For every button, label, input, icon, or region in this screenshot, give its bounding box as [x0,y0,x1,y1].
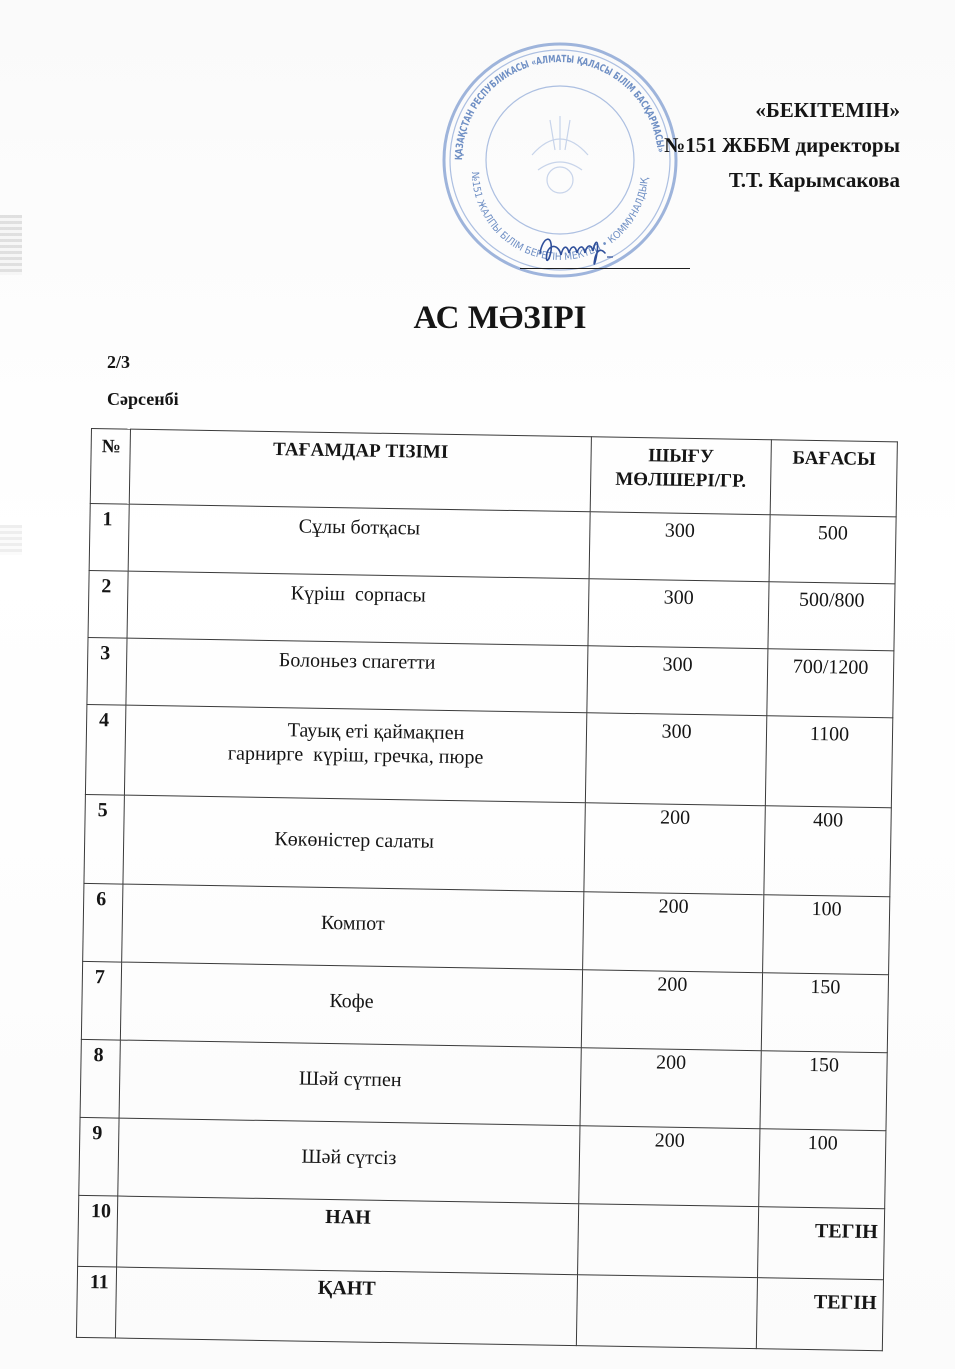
table-row [81,961,888,1052]
dish-price: 400 [764,806,891,897]
approval-name: Т.Т. Карымсакова [728,168,900,192]
dish-price: ТЕГІН [758,1207,885,1280]
table-row [84,794,891,896]
header-number: № [90,429,130,505]
dish-price: 700/1200 [767,649,894,718]
dish-price: 150 [760,1051,887,1131]
dish-name: Көкөністер салаты [123,795,585,892]
table-row [76,1266,883,1350]
row-number: 10 [78,1195,118,1267]
menu-weekday: Сәрсенбі [107,389,179,409]
table-row [83,883,890,974]
row-number: 2 [88,570,128,638]
stamp-ring-text: ҚАЗАҚСТАН РЕСПУБЛИКАСЫ «АЛМАТЫ ҚАЛАСЫ БІЛІМ БАСҚАРМАСЫ» [453,53,666,161]
approval-block [664,93,900,198]
dish-name: ҚАНТ [115,1267,577,1346]
header-price: БАҒАСЫ [770,440,897,517]
signature-line [520,268,690,269]
dish-name: Шәй сүтсіз [118,1118,580,1204]
menu-table [76,428,898,1351]
dish-name: Кофе [120,962,582,1048]
portion-weight: 200 [583,892,764,973]
menu-date: 2/3 [107,352,131,372]
menu-table-wrapper [76,428,898,1351]
portion-weight: 300 [585,713,766,806]
row-number: 7 [81,961,121,1040]
director-signature [535,228,625,268]
row-number: 3 [87,637,127,705]
header-portion-weight [590,437,771,515]
portion-weight [578,1204,759,1278]
dish-price: 500/800 [768,582,895,651]
table-header-row [90,429,897,517]
dish-name: Шәй сүтпен [119,1040,581,1126]
dish-price: ТЕГІН [756,1278,883,1351]
table-row [78,1195,885,1279]
row-number: 11 [76,1266,116,1338]
dish-name: Болоньез спагетти [126,638,588,713]
row-number: 1 [89,503,129,571]
table-row [80,1039,887,1130]
table-row [79,1117,886,1208]
portion-weight [576,1275,757,1349]
row-number: 8 [80,1039,120,1118]
portion-weight: 300 [589,512,770,582]
header-dish-list: ТАҒАМДАР ТІЗІМІ [129,429,591,512]
dish-name-line2: гарнирге күріш, гречка, пюре [227,742,484,769]
portion-weight: 200 [580,1048,761,1129]
row-number: 5 [84,794,124,884]
approval-position: №151 ЖББМ директоры [664,133,900,157]
dish-price: 150 [761,973,888,1053]
dish-price: 100 [763,895,890,975]
dish-price: 500 [769,515,896,584]
scan-edge-artifact [0,525,22,555]
dish-price: 100 [759,1129,886,1209]
portion-weight: 300 [588,579,769,649]
dish-name: Компот [122,884,584,970]
row-number: 9 [79,1117,119,1196]
dish-name: Сұлы ботқасы [128,504,590,579]
page-title: АС МӘЗІРІ [413,300,587,336]
row-number: 6 [83,883,123,962]
dish-name-line1: Тауық еті қаймақпен [287,719,465,745]
dish-name: НАН [117,1196,579,1275]
dish-name [124,705,586,803]
scan-edge-artifact [0,215,22,275]
portion-weight: 200 [581,970,762,1051]
header-portion-line2: МӨЛШЕРІ/ГР. [615,468,747,492]
header-portion-line1: ШЫҒУ [648,445,715,468]
table-row [85,704,892,807]
stamp-inner-text: №151 ЖАЛПЫ БІЛІМ БЕРЕТІН МЕКТЕП • КОММУНАЛДЫҚ [468,171,651,264]
approval-heading: «БЕКІТЕМІН» [755,98,900,122]
dish-name: Күріш сорпасы [127,571,589,646]
dish-price: 1100 [765,716,892,808]
portion-weight: 200 [579,1126,760,1207]
row-number: 4 [85,704,125,795]
portion-weight: 300 [587,646,768,716]
portion-weight: 200 [584,803,765,895]
